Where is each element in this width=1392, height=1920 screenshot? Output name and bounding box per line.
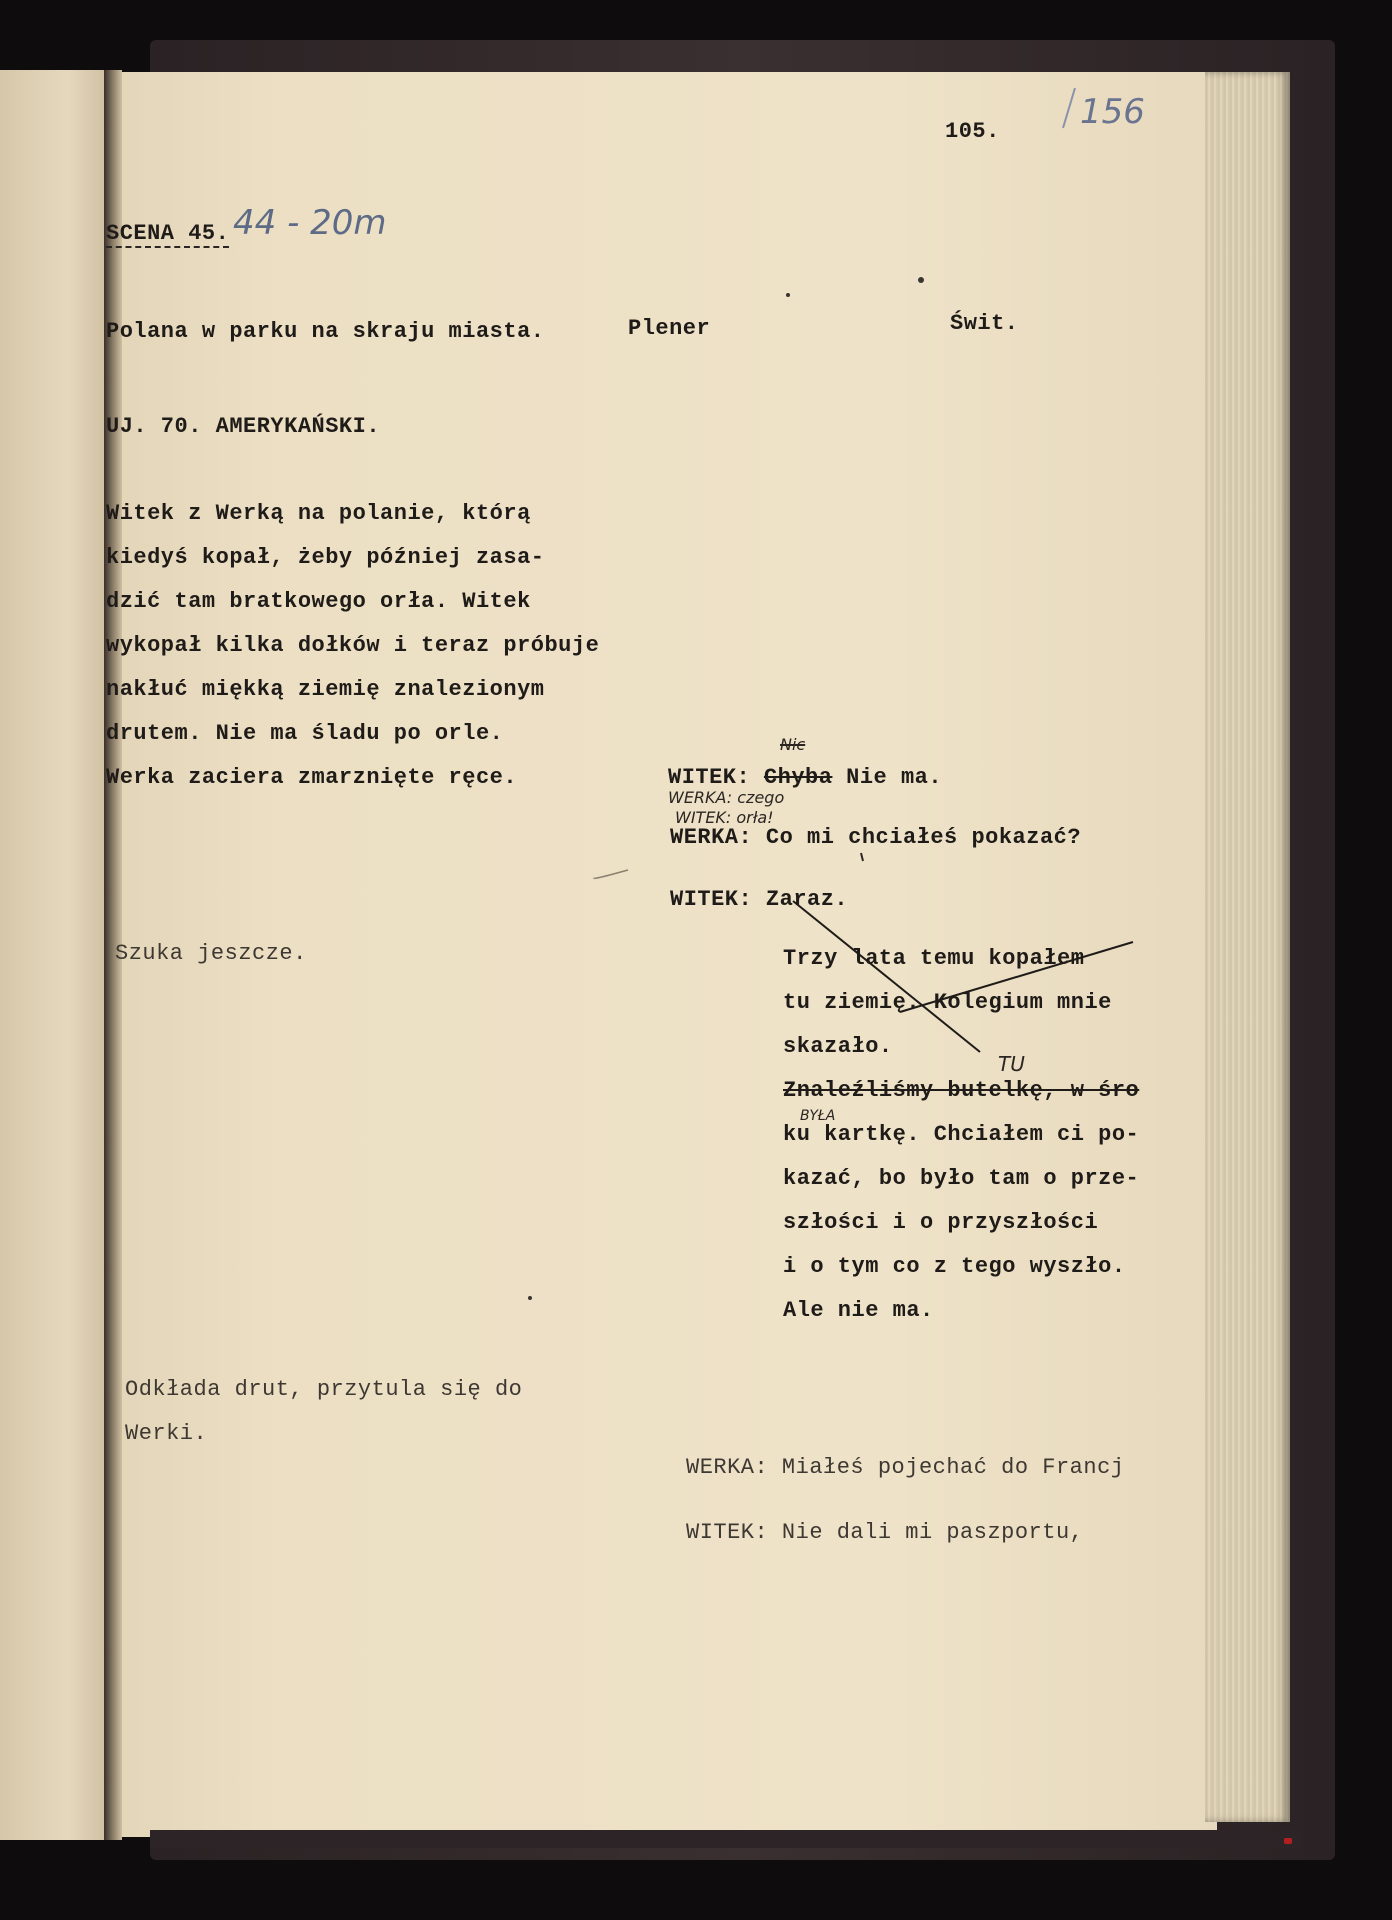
speaker: WERKA:: [670, 825, 753, 850]
page-number: 105.: [945, 119, 1000, 144]
handwritten-correction: Nic: [780, 735, 806, 754]
archive-number: 156: [1080, 92, 1145, 132]
dialogue-line: szłości i o przyszłości: [783, 1210, 1099, 1235]
ink-dot: [528, 1296, 532, 1300]
dialogue-text: Nie ma.: [846, 765, 943, 790]
action-line: nakłuć miękką ziemię znalezionym: [106, 677, 545, 702]
pen-stroke: [594, 870, 628, 878]
ink-dot: [918, 277, 924, 283]
action-line: wykopał kilka dołków i teraz próbuje: [106, 633, 600, 658]
location-time: Świt.: [950, 311, 1019, 336]
location-place: Polana w parku na skraju miasta.: [106, 319, 545, 344]
scene-label-text: SCENA 45.: [106, 221, 230, 246]
speaker: WERKA:: [686, 1455, 769, 1480]
dialogue-line: tu ziemię. Kolegium mnie: [783, 990, 1112, 1015]
action-line: drutem. Nie ma śladu po orle.: [106, 721, 504, 746]
dialogue-text: Nie dali mi paszportu,: [781, 1520, 1084, 1545]
speaker: WITEK:: [686, 1520, 769, 1545]
speaker: WITEK:: [668, 765, 751, 790]
pen-stroke: [861, 853, 863, 861]
ink-dot: [786, 293, 790, 297]
shot-description: UJ. 70. AMERYKAŃSKI.: [106, 414, 381, 439]
action-line: Odkłada drut, przytula się do: [125, 1377, 523, 1402]
action-line: kiedyś kopał, żeby później zasa-: [106, 545, 545, 570]
cross-out-stroke: [793, 901, 980, 1052]
scene-handwritten-timing: 44 - 20m: [233, 203, 387, 243]
action-line: Werka zaciera zmarznięte ręce.: [106, 765, 518, 790]
dialogue-line: Trzy lata temu kopałem: [783, 946, 1085, 971]
handwritten-insert-1: WERKA: czego: [668, 788, 785, 807]
dialogue-text: Co mi chciałeś pokazać?: [765, 825, 1082, 850]
dialogue-line: kazać, bo było tam o prze-: [783, 1166, 1140, 1191]
struck-word: Chyba: [763, 765, 833, 790]
pen-stroke: [1063, 88, 1075, 128]
dialogue-text: Miałeś pojechać do Francj: [781, 1455, 1125, 1480]
action-line: Witek z Werką na polanie, którą: [106, 501, 531, 526]
speaker: WITEK:: [670, 887, 753, 912]
dialogue-line: skazało.: [783, 1034, 893, 1059]
handwritten-insert-2: WITEK: orła!: [675, 808, 774, 827]
dialogue-text: Zaraz.: [765, 887, 849, 912]
dialogue-line: Znaleźliśmy butelkę, w śro: [783, 1078, 1140, 1103]
dialogue-line: i o tym co z tego wyszło.: [783, 1254, 1126, 1279]
action-line: Werki.: [125, 1421, 208, 1446]
cross-out-stroke: [900, 942, 1133, 1012]
handwritten-tu: TU: [998, 1052, 1025, 1076]
dialogue-line: ku kartkę. Chciałem ci po-: [783, 1122, 1140, 1147]
action-block-2: Szuka jeszcze.: [115, 941, 307, 966]
handwritten-byla: BYŁA: [800, 1108, 836, 1124]
dialogue-line: Ale nie ma.: [783, 1298, 934, 1323]
action-line: dzić tam bratkowego orła. Witek: [106, 589, 531, 614]
location-setting: Plener: [628, 316, 711, 341]
